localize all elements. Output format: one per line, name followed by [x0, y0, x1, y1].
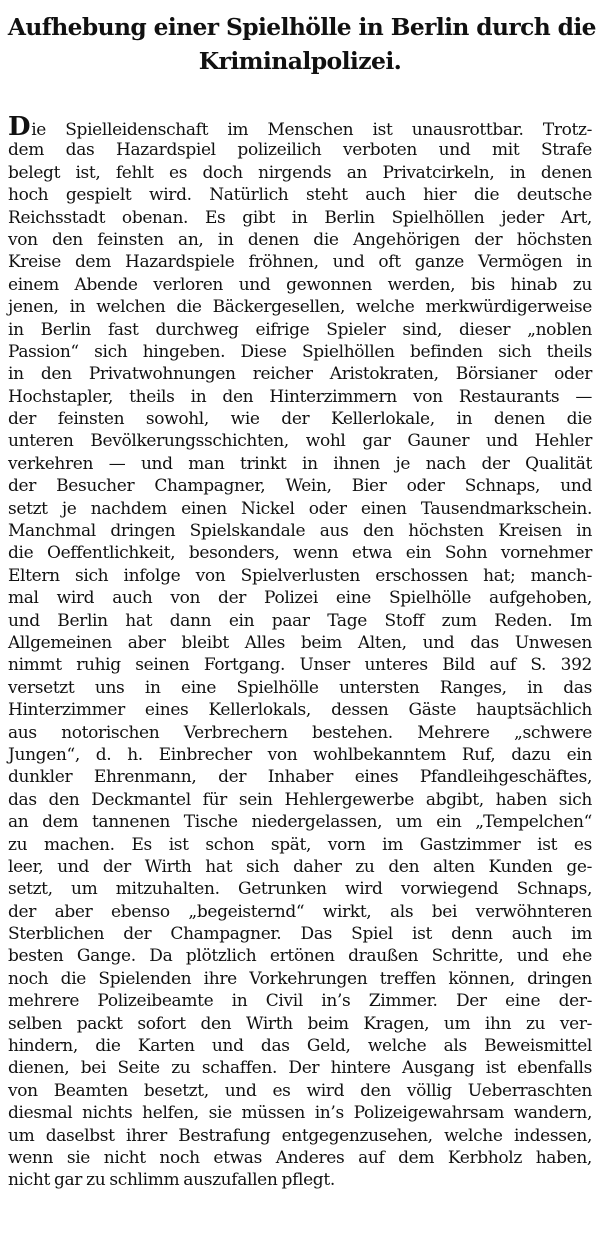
article-line-text: ie Spielleidenschaft im Menschen ist unausrottbar. Trotz-	[31, 120, 592, 140]
article-line: setzt je nachdem einen Nickel oder einen Tausendmarkschein.	[8, 498, 592, 519]
article-line: Hinterzimmer eines Kellerlokals, dessen Gäste hauptsächlich	[8, 700, 592, 721]
article-line: einem Abende verloren und gewonnen werden, bis hinab zu	[8, 274, 592, 295]
article-line: belegt ist, fehlt es doch nirgends an Privatcirkeln, in denen	[8, 162, 592, 183]
article-line: Kreise dem Hazardspiele fröhnen, und oft ganze Vermögen in	[8, 252, 592, 273]
article-line: Reichsstadt obenan. Es gibt in Berlin Spielhöllen jeder Art,	[8, 207, 592, 228]
article-line: Jungen“, d. h. Einbrecher von wohlbekanntem Ruf, dazu ein	[8, 744, 592, 765]
article-line: der aber ebenso „begeisternd“ wirkt, als bei verwöhnteren	[8, 901, 592, 922]
article-line: wenn sie nicht noch etwas Anderes auf dem Kerbholz haben,	[8, 1147, 592, 1168]
article-line: mehrere Polizeibeamte in Civil in’s Zimmer. Der eine der-	[8, 991, 592, 1012]
article-line: Hochstapler, theils in den Hinterzimmern von Restaurants —	[8, 386, 592, 407]
article-line: hoch gespielt wird. Natürlich steht auch hier die deutsche	[8, 185, 592, 206]
article-line: hindern, die Karten und das Geld, welche als Beweismittel	[8, 1036, 592, 1057]
article-line: Sterblichen der Champagner. Das Spiel ist denn auch im	[8, 924, 592, 945]
article-line: versetzt uns in eine Spielhölle untersten Ranges, in das	[8, 677, 592, 698]
article-line: diesmal nichts helfen, sie müssen in’s Polizeigewahrsam wandern,	[8, 1103, 592, 1124]
article-line: verkehren — und man trinkt in ihnen je nach der Qualität	[8, 453, 592, 474]
article-line: das den Deckmantel für sein Hehlergewerbe abgibt, haben sich	[8, 789, 592, 810]
article-line: besten Gange. Da plötzlich ertönen draußen Schritte, und ehe	[8, 946, 592, 967]
article-line: aus notorischen Verbrechern bestehen. Mehrere „schwere	[8, 722, 592, 743]
article-line: nimmt ruhig seinen Fortgang. Unser unteres Bild auf S. 392	[8, 655, 592, 676]
article-line: Eltern sich infolge von Spielverlusten erschossen hat; manch-	[8, 565, 592, 586]
article-line: die Oeffentlichkeit, besonders, wenn etwa ein Sohn vornehmer	[8, 543, 592, 564]
article-line: und Berlin hat dann ein paar Tage Stoff zum Reden. Im	[8, 610, 592, 631]
article-line: in den Privatwohnungen reicher Aristokraten, Börsianer oder	[8, 364, 592, 385]
article-line: leer, und der Wirth hat sich daher zu den alten Kunden ge-	[8, 856, 592, 877]
article-line: in Berlin fast durchweg eifrige Spieler sind, dieser „noblen	[8, 319, 592, 340]
article-line: zu machen. Es ist schon spät, vorn im Gastzimmer ist es	[8, 834, 592, 855]
article-line: von den feinsten an, in denen die Angehörigen der höchsten	[8, 229, 592, 250]
headline-line-2: Kriminalpolizei.	[198, 47, 402, 75]
article-line: selben packt sofort den Wirth beim Kragen, um ihn zu ver-	[8, 1013, 592, 1034]
article-line: der Besucher Champagner, Wein, Bier oder Schnaps, und	[8, 476, 592, 497]
article-headline	[6, 10, 594, 78]
article-line: mal wird auch von der Polizei eine Spielhölle aufgehoben,	[8, 588, 592, 609]
article-line	[8, 112, 592, 142]
article-line: dunkler Ehrenmann, der Inhaber eines Pfandleihgeschäftes,	[8, 767, 592, 788]
article-line: Passion“ sich hingeben. Diese Spielhöllen befinden sich theils	[8, 341, 592, 362]
article-line: jenen, in welchen die Bäckergesellen, welche merkwürdigerweise	[8, 297, 592, 318]
article-line: um daselbst ihrer Bestrafung entgegenzusehen, welche indessen,	[8, 1125, 592, 1146]
article-line: Allgemeinen aber bleibt Alles beim Alten, und das Unwesen	[8, 632, 592, 653]
headline-line-1: Aufhebung einer Spielhölle in Berlin durch die	[7, 13, 596, 41]
article-line: an dem tannenen Tische niedergelassen, um ein „Tempelchen“	[8, 812, 592, 833]
article-line: nicht gar zu schlimm auszufallen pflegt.	[8, 1170, 335, 1191]
article-line: noch die Spielenden ihre Vorkehrungen treffen können, dringen	[8, 968, 592, 989]
article-line: von Beamten besetzt, und es wird den völlig Ueberraschten	[8, 1080, 592, 1101]
article-line: dem das Hazardspiel polizeilich verboten und mit Strafe	[8, 140, 592, 161]
drop-cap: D	[8, 112, 31, 142]
article-line: unteren Bevölkerungsschichten, wohl gar Gauner und Hehler	[8, 431, 592, 452]
article-body	[8, 112, 592, 1192]
article-line: dienen, bei Seite zu schaffen. Der hintere Ausgang ist ebenfalls	[8, 1058, 592, 1079]
article-line: setzt, um mitzuhalten. Getrunken wird vorwiegend Schnaps,	[8, 879, 592, 900]
article-line: der feinsten sowohl, wie der Kellerlokale, in denen die	[8, 409, 592, 430]
article-line: Manchmal dringen Spielskandale aus den höchsten Kreisen in	[8, 521, 592, 542]
